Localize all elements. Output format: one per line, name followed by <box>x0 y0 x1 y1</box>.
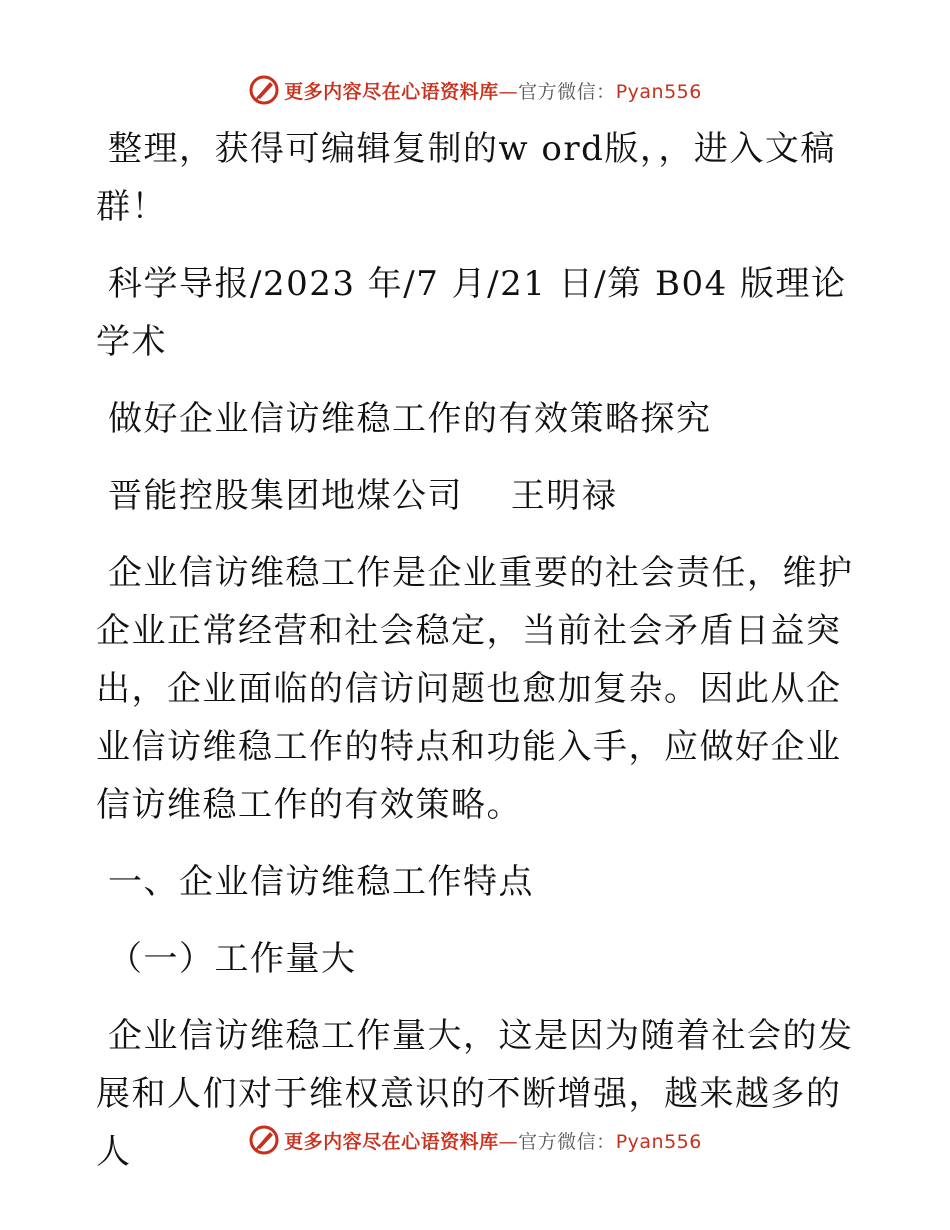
watermark-separator: — <box>498 1130 519 1153</box>
section-heading-1: 一、企业信访维稳工作特点 <box>108 862 534 902</box>
footer-watermark <box>0 1120 950 1160</box>
quill-logo-icon <box>248 1124 280 1156</box>
watermark-text <box>284 1127 702 1154</box>
watermark-wechat-label: 官方微信： <box>518 1130 616 1153</box>
watermark-text <box>284 77 702 104</box>
quill-logo-icon <box>248 74 280 106</box>
watermark-main: 更多内容尽在心语资料库 <box>284 80 499 103</box>
article-title: 做好企业信访维稳工作的有效策略探究 <box>108 399 712 439</box>
watermark-wechat-id: Pyan556 <box>615 80 702 103</box>
intro-note: 整理，获得可编辑复制的w ord版，，进入文稿群！ <box>96 129 836 227</box>
abstract-paragraph: 企业信访维稳工作是企业重要的社会责任，维护企业正常经营和社会稳定，当前社会矛盾日益突出，企业面临的信访问题也愈加复杂。因此从企业信访维稳工作的特点和功能入手，应做好企业信访维稳工作的有效策略。 <box>96 553 854 825</box>
watermark-separator: — <box>498 80 519 103</box>
source-line: 科学导报/2023 年/7 月/21 日/第 B04 版理论学术 <box>96 264 847 362</box>
watermark-wechat-id: Pyan556 <box>615 1130 702 1153</box>
body-paragraph: 企业信访维稳工作量大，这是因为随着社会的发展和人们对于维权意识的不断增强，越来越多的人 <box>96 1016 854 1172</box>
watermark-main: 更多内容尽在心语资料库 <box>284 1130 499 1153</box>
watermark-wechat-label: 官方微信： <box>518 80 616 103</box>
header-watermark <box>0 70 950 110</box>
subsection-heading-1: （一）工作量大 <box>108 939 357 979</box>
document-body <box>96 120 856 1200</box>
author-line: 晋能控股集团地煤公司 王明禄 <box>108 476 618 516</box>
